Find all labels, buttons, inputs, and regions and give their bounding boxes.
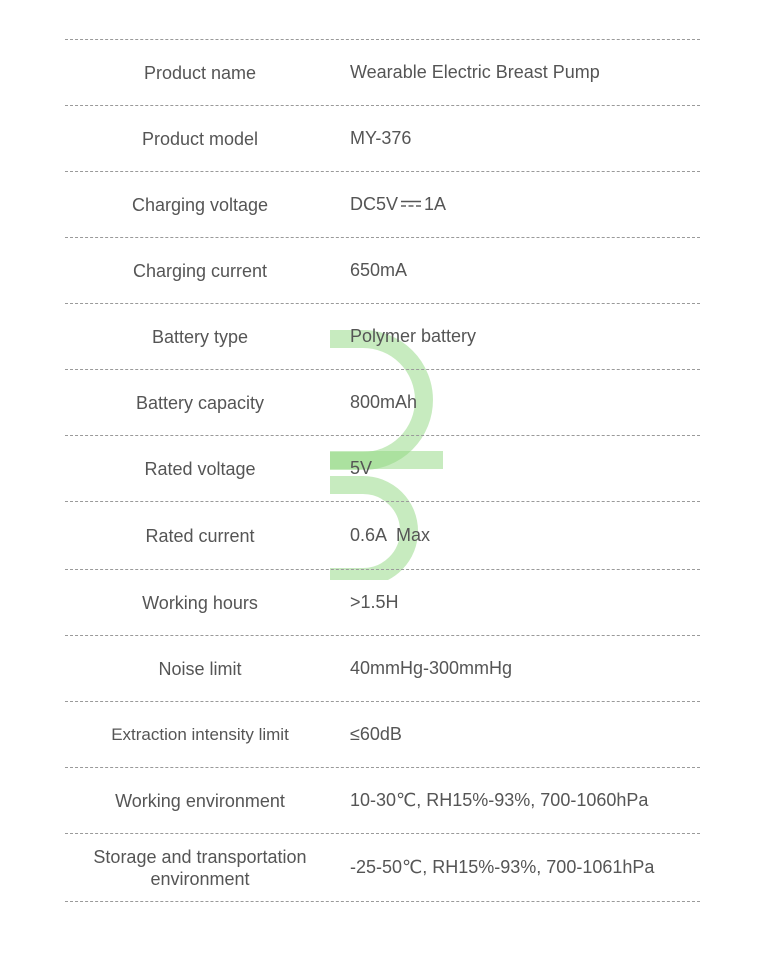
spec-label: Working hours	[142, 592, 258, 613]
spec-row-working-environment	[65, 768, 700, 834]
spec-row-charging-current	[65, 238, 700, 304]
spec-value: 800mAh	[350, 392, 418, 412]
spec-value: 40mmHg-300mmHg	[350, 658, 513, 678]
spec-value: Polymer battery	[350, 326, 477, 346]
specification-table	[65, 39, 700, 902]
spec-value-suffix: 1A	[424, 194, 447, 214]
spec-label-line: Storage and transportation	[93, 846, 307, 867]
spec-label: Charging voltage	[131, 194, 269, 215]
spec-row-rated-voltage	[65, 436, 700, 502]
spec-label: Product name	[143, 62, 257, 83]
spec-row-charging-voltage	[65, 172, 700, 238]
spec-value	[335, 194, 446, 215]
spec-label: Product model	[141, 128, 259, 149]
spec-label: Battery capacity	[135, 392, 265, 413]
spec-row-extraction-intensity-limit	[65, 702, 700, 768]
spec-label: Rated voltage	[144, 458, 256, 479]
spec-value: 650mA	[350, 260, 408, 280]
spec-label: Charging current	[132, 260, 268, 281]
dc-current-icon	[401, 200, 421, 208]
spec-row-working-hours	[65, 570, 700, 636]
spec-value: -25-50℃, RH15%-93%, 700-1061hPa	[350, 857, 655, 877]
spec-value: Wearable Electric Breast Pump	[350, 62, 600, 82]
spec-value: 5V	[350, 458, 373, 478]
spec-value: 10-30℃, RH15%-93%, 700-1060hPa	[350, 790, 649, 810]
spec-row-product-model	[65, 106, 700, 172]
spec-label	[65, 846, 335, 890]
spec-value-prefix: DC5V	[350, 194, 399, 214]
spec-row-storage-environment	[65, 834, 700, 902]
spec-label: Rated current	[145, 525, 255, 546]
spec-value: ≤60dB	[350, 724, 402, 744]
spec-label: Working environment	[115, 790, 285, 811]
spec-row-battery-capacity	[65, 370, 700, 436]
spec-label-line: environment	[150, 868, 250, 889]
spec-label: Noise limit	[158, 658, 242, 679]
spec-label: Battery type	[151, 326, 249, 347]
spec-row-noise-limit	[65, 636, 700, 702]
spec-value: >1.5H	[350, 592, 399, 612]
spec-label: Extraction intensity limit	[111, 724, 289, 744]
spec-row-battery-type	[65, 304, 700, 370]
spec-row-product-name	[65, 40, 700, 106]
spec-value: MY-376	[350, 128, 412, 148]
spec-value: 0.6A Max	[350, 525, 431, 545]
spec-row-rated-current	[65, 502, 700, 570]
